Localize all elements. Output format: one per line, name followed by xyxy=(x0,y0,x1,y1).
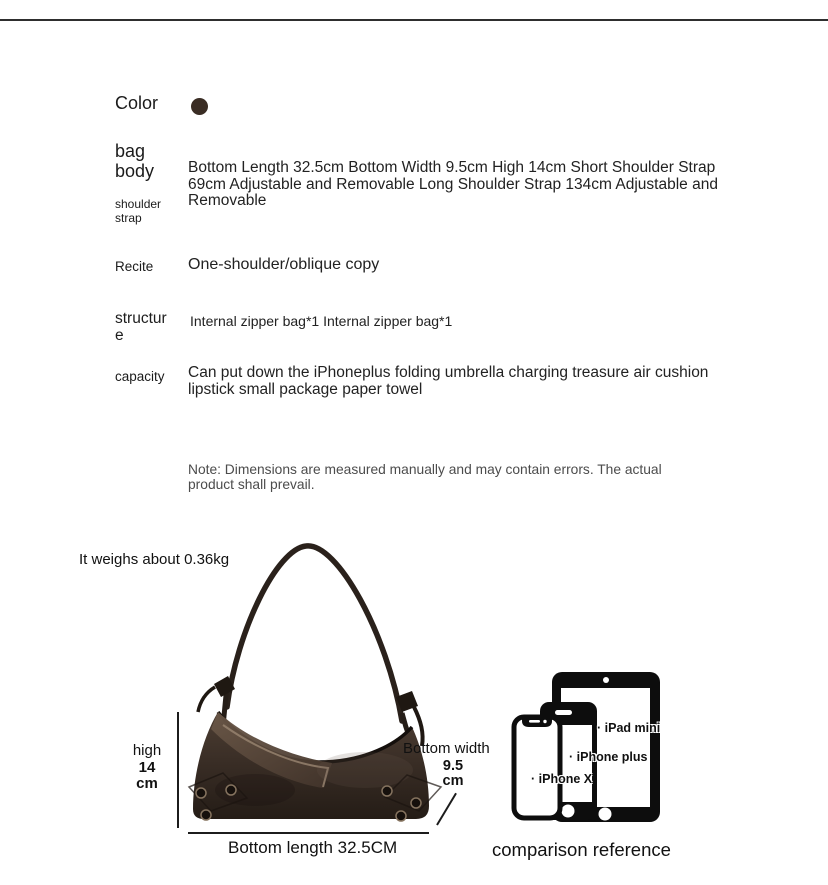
capacity-value: Can put down the iPhoneplus folding umbrella charging treasure air cushion lipstick small package paper towel xyxy=(188,364,709,398)
capacity-label: capacity xyxy=(115,369,165,384)
iphone-x-icon xyxy=(514,717,560,818)
bag-body-value: Bottom Length 32.5cm Bottom Width 9.5cm High 14cm Short Shoulder Strap 69cm Adjustable and Removable Long Shoulder Strap 134cm Adjustable and Removable xyxy=(188,159,718,209)
height-label: high xyxy=(132,742,162,759)
height-measure xyxy=(124,743,170,793)
color-swatch xyxy=(191,98,208,115)
width-label: Bottom width xyxy=(403,740,490,757)
bag-strap xyxy=(227,546,402,721)
iphone-x-label: · iPhone X xyxy=(531,772,593,786)
structure-value: Internal zipper bag*1 Internal zipper bag*1 xyxy=(190,313,453,329)
recite-value: One-shoulder/oblique copy xyxy=(188,256,380,273)
device-comparison-illustration xyxy=(505,665,665,825)
bag-body-label: bag body xyxy=(115,141,155,181)
iphone-plus-label: · iPhone plus xyxy=(569,750,648,764)
top-divider xyxy=(0,19,828,21)
width-measure xyxy=(433,759,473,789)
measurement-note: Note: Dimensions are measured manually and may contain errors. The actual product shall prevail. xyxy=(188,462,662,493)
length-label: Bottom length 32.5CM xyxy=(228,838,398,857)
height-value: 14 xyxy=(138,758,156,776)
width-unit: cm xyxy=(442,773,464,789)
height-unit: cm xyxy=(136,775,158,792)
bag-illustration xyxy=(165,535,465,835)
weight-label: It weighs about 0.36kg xyxy=(79,551,230,568)
width-value: 9.5 xyxy=(442,758,464,774)
shoulder-strap-label: shoulder strap xyxy=(115,197,162,225)
length-measure-line xyxy=(188,832,429,834)
recite-label: Recite xyxy=(115,259,154,274)
comparison-caption: comparison reference xyxy=(492,839,671,860)
ipad-mini-label: · iPad mini xyxy=(597,721,661,735)
structure-label: structure xyxy=(115,310,167,344)
color-row-label: Color xyxy=(115,93,159,113)
height-measure-line xyxy=(177,712,179,828)
